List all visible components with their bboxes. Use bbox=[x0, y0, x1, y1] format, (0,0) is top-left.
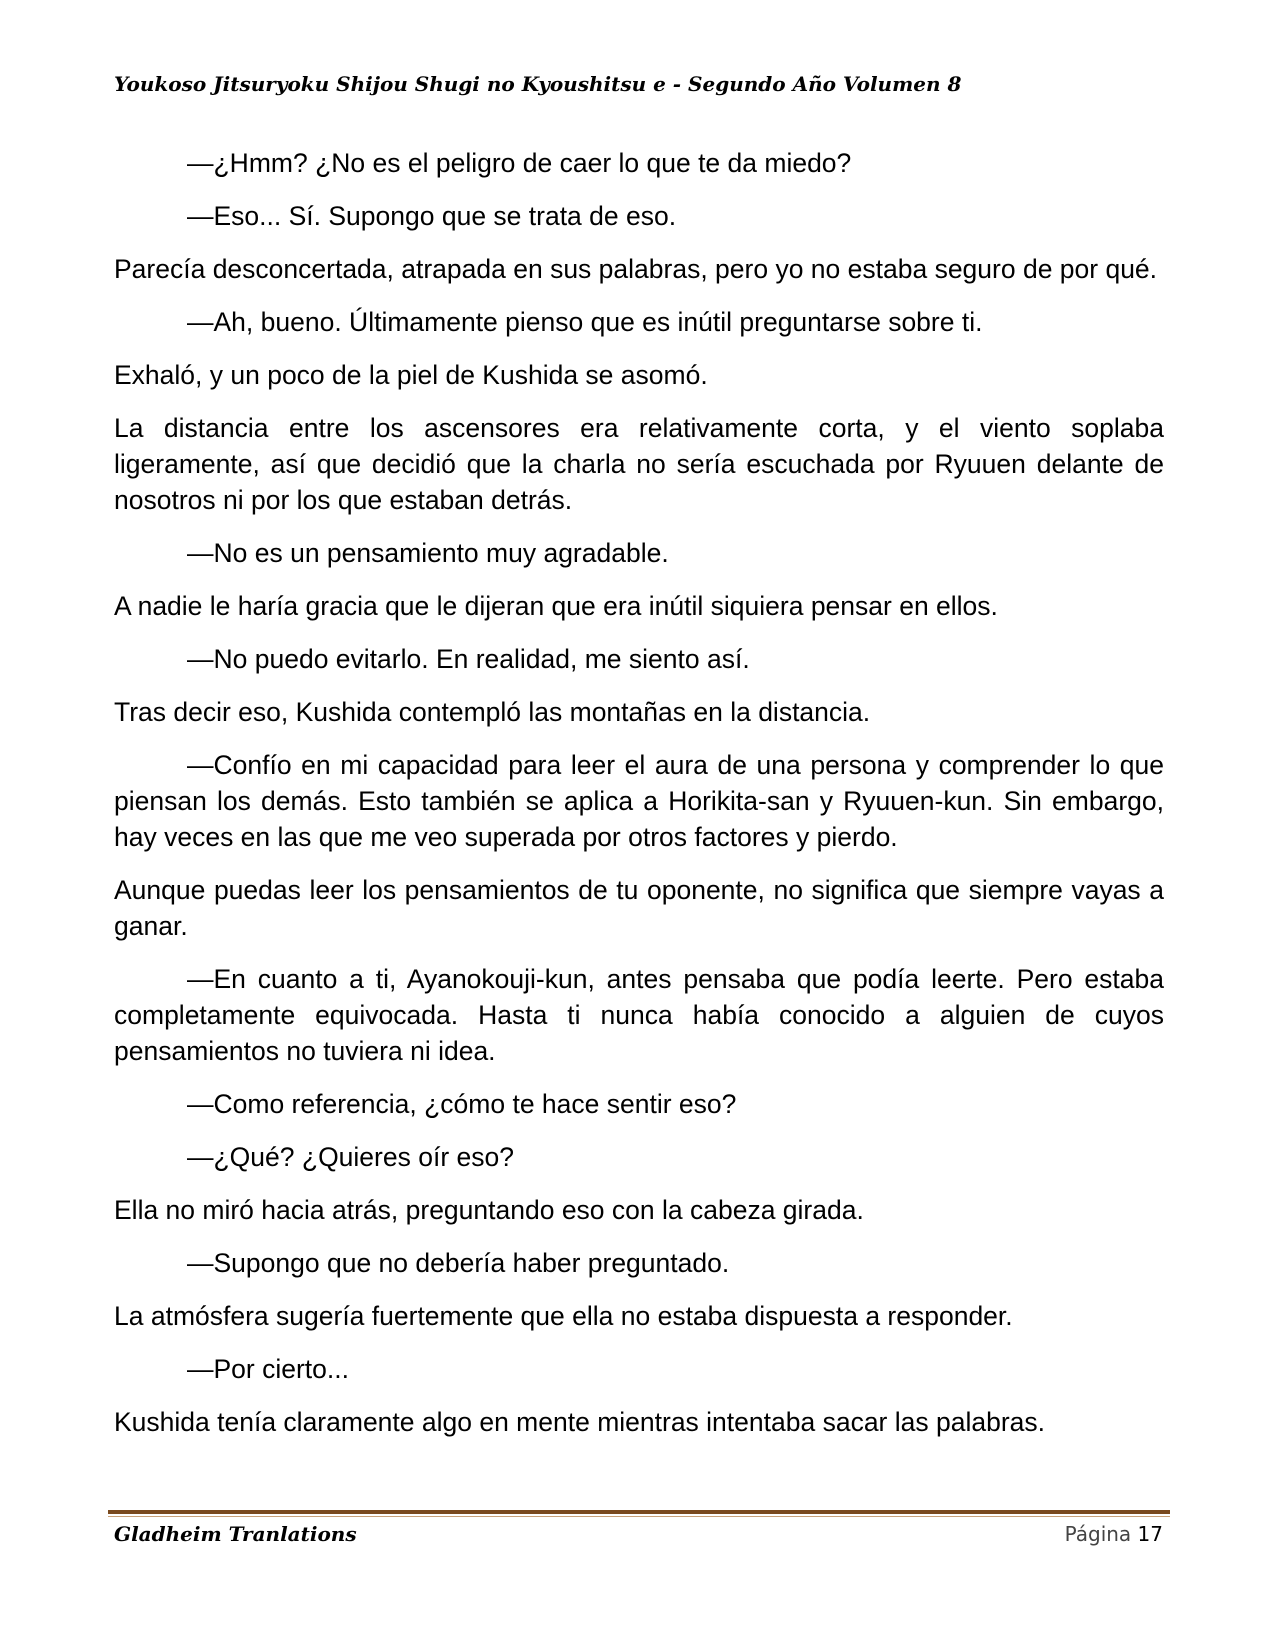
dialogue-paragraph: —Como referencia, ¿cómo te hace sentir eso? bbox=[187, 1089, 737, 1119]
dialogue-paragraph: —¿Qué? ¿Quieres oír eso? bbox=[187, 1142, 514, 1172]
narration-paragraph: La distancia entre los ascensores era relativamente corta, y el viento soplaba ligeramente, así que decidió que la charla no sería escuchada por Ryuuen delante de nosotros ni por los que estaban detrás. bbox=[114, 413, 1164, 515]
footer-rule-thin bbox=[108, 1516, 1170, 1517]
dialogue-paragraph: —Eso... Sí. Supongo que se trata de eso. bbox=[187, 201, 677, 231]
narration-paragraph: Parecía desconcertada, atrapada en sus palabras, pero yo no estaba seguro de por qué. bbox=[114, 254, 1158, 284]
narration-paragraph: Kushida tenía claramente algo en mente mientras intentaba sacar las palabras. bbox=[114, 1407, 1045, 1437]
footer-publisher: Gladheim Tranlations bbox=[114, 1522, 357, 1546]
dialogue-paragraph: —No es un pensamiento muy agradable. bbox=[187, 538, 669, 568]
narration-paragraph: Aunque puedas leer los pensamientos de tu oponente, no significa que siempre vayas a ganar. bbox=[114, 875, 1164, 941]
dialogue-paragraph: —No puedo evitarlo. En realidad, me siento así. bbox=[187, 644, 750, 674]
dialogue-paragraph: —Ah, bueno. Últimamente pienso que es inútil preguntarse sobre ti. bbox=[187, 307, 983, 337]
footer-rule bbox=[108, 1510, 1170, 1514]
narration-paragraph: A nadie le haría gracia que le dijeran que era inútil siquiera pensar en ellos. bbox=[114, 591, 998, 621]
page-number: 17 bbox=[1137, 1522, 1163, 1546]
page-label: Página bbox=[1064, 1522, 1132, 1546]
narration-paragraph: Ella no miró hacia atrás, preguntando eso con la cabeza girada. bbox=[114, 1195, 864, 1225]
dialogue-paragraph: —Confío en mi capacidad para leer el aura de una persona y comprender lo que piensan los demás. Esto también se aplica a Horikita-san y Ryuuen-kun. Sin embargo, hay veces en las que me veo superada por otros factores y pierdo. bbox=[114, 750, 1164, 852]
body-text bbox=[114, 145, 1164, 1457]
dialogue-paragraph: —En cuanto a ti, Ayanokouji-kun, antes pensaba que podía leerte. Pero estaba completamente equivocada. Hasta ti nunca había conocido a alguien de cuyos pensamientos no tuviera ni idea. bbox=[114, 964, 1164, 1066]
narration-paragraph: Tras decir eso, Kushida contempló las montañas en la distancia. bbox=[114, 697, 871, 727]
dialogue-paragraph: —Por cierto... bbox=[187, 1354, 349, 1384]
narration-paragraph: Exhaló, y un poco de la piel de Kushida se asomó. bbox=[114, 360, 708, 390]
dialogue-paragraph: —¿Hmm? ¿No es el peligro de caer lo que te da miedo? bbox=[187, 148, 852, 178]
page-number-label bbox=[1065, 1522, 1163, 1546]
running-header: Youkoso Jitsuryoku Shijou Shugi no Kyoushitsu e - Segundo Año Volumen 8 bbox=[114, 72, 962, 96]
dialogue-paragraph: —Supongo que no debería haber preguntado. bbox=[187, 1248, 730, 1278]
narration-paragraph: La atmósfera sugería fuertemente que ella no estaba dispuesta a responder. bbox=[114, 1301, 1013, 1331]
